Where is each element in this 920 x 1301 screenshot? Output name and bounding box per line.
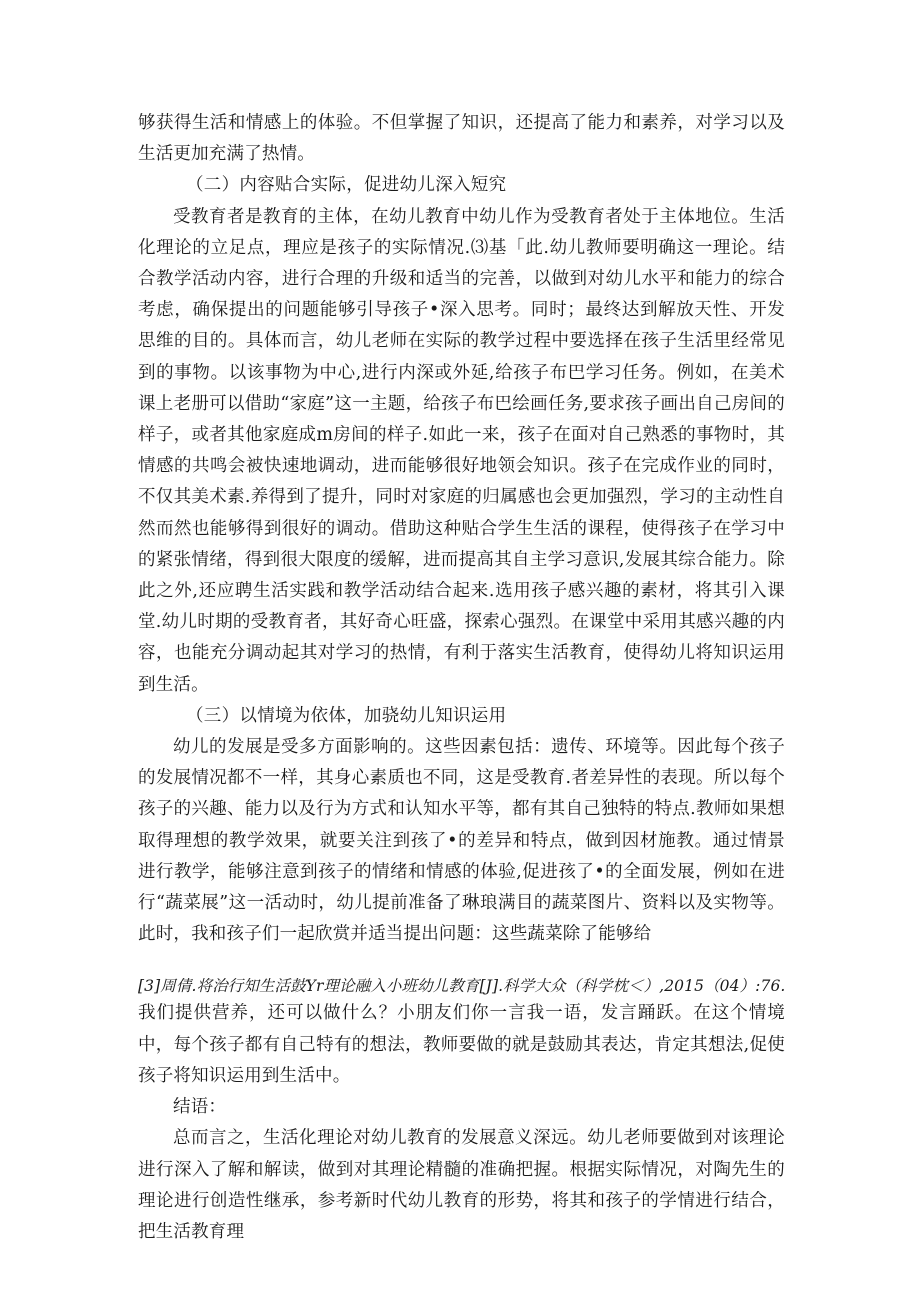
conclusion-label: 结语： <box>173 1097 227 1118</box>
paragraph-continued: 够获得生活和情感上的体验。不但掌握了知识，还提高了能力和素养，对学习以及生活更加充满了热情。 <box>138 113 785 165</box>
paragraph-continued-after-footnote: 我们提供营养，还可以做什么？小朋友们你一言我一语，发言踊跃。在这个情境中，每个孩子都有自己特有的想法，教师要做的就是鼓励其表达，肯定其想法,促使孩子将知识运用到生活中。 <box>138 1003 785 1086</box>
document-page <box>138 108 785 1248</box>
paragraph-conclusion: 总而言之，生活化理论对幼儿教育的发展意义深远。幼儿老师要做到对该理论进行深入了解和解读，做到对其理论精髓的准确把握。根据实际情况，对陶先生的理论进行创造性继承，参考新时代幼儿教育的形势，将其和孩子的学情进行结合，把生活教育理 <box>138 1128 785 1242</box>
footnote-reference: [3]周倩.将治行知生活鼓Yr理论融入小班幼儿教育[J].科学大众（科学枕＜）,2015（04）:76. <box>138 977 786 996</box>
paragraph-section-2: 受教育者是教育的主体，在幼儿教育中幼儿作为受教育者处于主体地位。生活化理论的立足点，理应是孩子的实际情况.⑶基「此.幼儿教师要明确这一理论。结合教学活动内容，进行合理的升级和适当的完善，以做到对幼儿水平和能力的综合考虑，确保提出的问题能够引导孩子•深入思考。同时；最终达到解放天性、开发思维的目的。具体而言，幼儿老师在实际的教学过程中要选择在孩子生活里经常见到的事物。以该事物为中心,进行内深或外延,给孩子布巴学习任务。例如，在美术课上老册可以借助“家庭”这一主题，给孩子布巴绘画任务,要求孩子画出自己房间的样子，或者其他家庭成m房间的样子.如此一来，孩子在面对自己熟悉的事物时，其情感的共鸣会被快速地调动，进而能够很好地领会知识。孩子在完成作业的同时，不仅其美术素.养得到了提升，同时对家庭的归属感也会更加强烈，学习的主动性自然而然也能够得到很好的调动。借助这种贴合学生生活的课程，使得孩子在学习中的紧张情绪，得到很大限度的缓解，进而提高其自主学习意识,发展其综合能力。除此之外,还应聘生活实践和教学活动结合起来.选用孩子感兴趣的素材，将其引入课堂.幼儿时期的受教育者，其好奇心旺盛，探索心强烈。在课堂中采用其感兴趣的内容，也能充分调动起其对学习的热情，有利于落实生活教育，使得幼儿将知识运用到生活。 <box>138 206 785 695</box>
section-heading-3: （三）以情境为依体，加骁幼儿知识运用 <box>186 705 507 726</box>
section-heading-2: （二）内容贴合实际，促进幼儿深入短究 <box>186 175 507 196</box>
paragraph-section-3: 幼儿的发展是受多方面影响的。这些因素包括：遗传、环境等。因此每个孩子的发展情况都不一样，其身心素质也不同，这是受教育.者差异性的表现。所以每个孩子的兴趣、能力以及行为方式和认知水平等，都有其自己独特的特点.教师如果想取得理想的教学效果，就要关注到孩了•的差异和特点，做到因材施教。通过情景进行教学，能够注意到孩子的情绪和情感的体验,促进孩了•的全面发展，例如在进行“蔬菜展”这一活动时，幼儿提前准备了琳琅满目的蔬菜图片、资料以及实物等。此时，我和孩子们一起欣赏并适当提出问题：这些蔬菜除了能够给 <box>138 737 785 945</box>
